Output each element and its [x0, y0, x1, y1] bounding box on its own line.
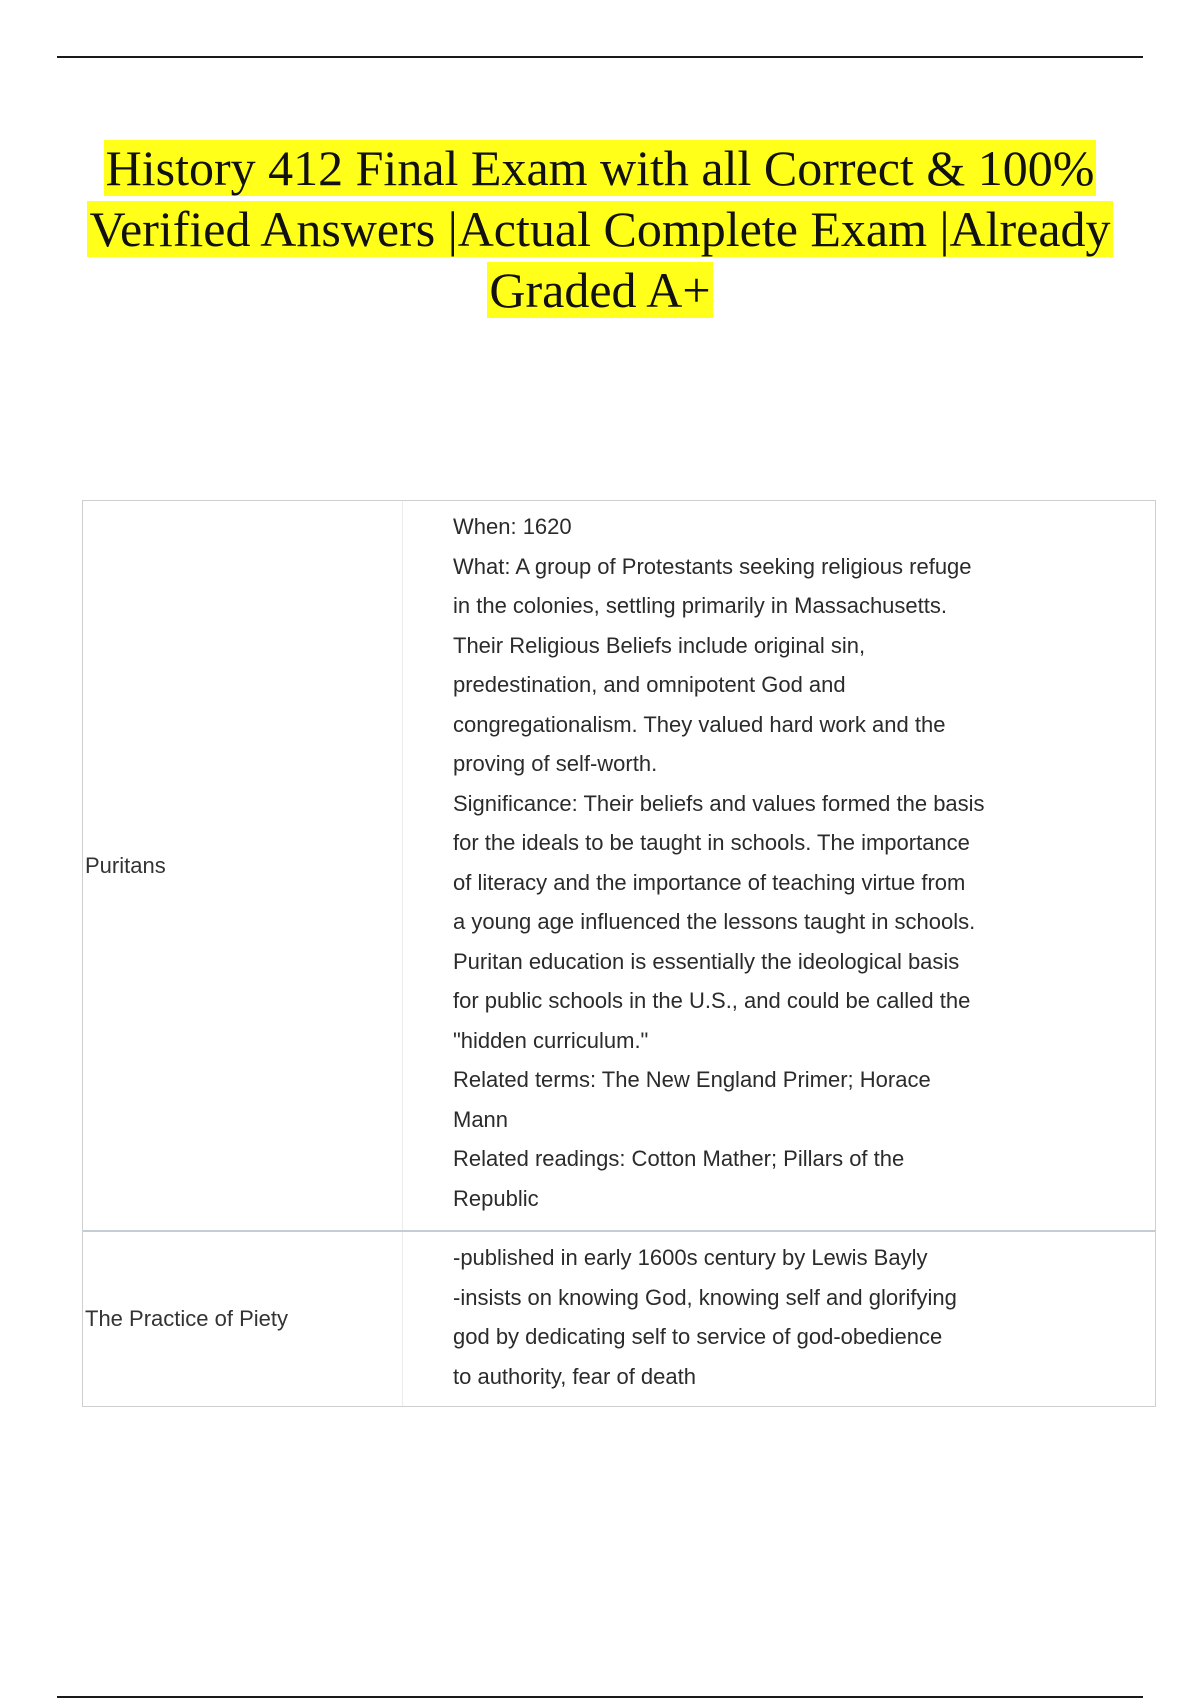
- definition-line: Related readings: Cotton Mather; Pillars of the: [453, 1146, 905, 1171]
- definition-line: proving of self-worth.: [453, 751, 658, 776]
- definition-cell: [403, 501, 1155, 1230]
- title-line-2: Verified Answers |Actual Complete Exam |Already: [89, 201, 1111, 257]
- definition-line: in the colonies, settling primarily in Massachusetts.: [453, 593, 947, 618]
- definition-line: for public schools in the U.S., and could be called the: [453, 988, 971, 1013]
- term-text: The Practice of Piety: [85, 1306, 288, 1331]
- top-rule: [57, 56, 1143, 58]
- table-row: [83, 1230, 1155, 1406]
- table-row: [83, 501, 1155, 1230]
- definition-line: Puritan education is essentially the ideological basis: [453, 948, 960, 974]
- definition-line: "hidden curriculum.": [453, 1027, 649, 1053]
- term-text: Puritans: [85, 852, 166, 878]
- definition-line: What: A group of Protestants seeking religious refuge: [453, 553, 972, 579]
- qa-table: [82, 500, 1156, 1407]
- term-cell: [83, 501, 403, 1230]
- definition-line: When: 1620: [453, 514, 572, 539]
- definition-line: a young age influenced the lessons taught in schools.: [453, 909, 976, 934]
- definition-line: Mann: [453, 1106, 509, 1132]
- definition-line: -insists on knowing God, knowing self and glorifying: [453, 1284, 957, 1310]
- definition-line: god by dedicating self to service of god-obedience: [453, 1324, 943, 1349]
- title-line-3: Graded A+: [489, 262, 711, 318]
- bottom-rule: [57, 1696, 1143, 1698]
- document-title: [40, 138, 1160, 321]
- definition-line: congregationalism. They valued hard work and the: [453, 711, 946, 737]
- definition-line: Related terms: The New England Primer; Horace: [453, 1067, 931, 1092]
- definition-line: Significance: Their beliefs and values formed the basis: [453, 790, 985, 816]
- definition-cell: [403, 1232, 1155, 1406]
- definition-line: to authority, fear of death: [453, 1363, 696, 1389]
- definition-line: -published in early 1600s century by Lewis Bayly: [453, 1245, 928, 1270]
- title-line-1: History 412 Final Exam with all Correct & 100%: [105, 140, 1095, 196]
- term-cell: [83, 1232, 403, 1406]
- definition-line: Republic: [453, 1185, 539, 1211]
- definition-line: of literacy and the importance of teaching virtue from: [453, 869, 966, 895]
- definition-line: Their Religious Beliefs include original sin,: [453, 632, 866, 658]
- definition-line: for the ideals to be taught in schools. The importance: [453, 830, 970, 855]
- definition-line: predestination, and omnipotent God and: [453, 672, 846, 697]
